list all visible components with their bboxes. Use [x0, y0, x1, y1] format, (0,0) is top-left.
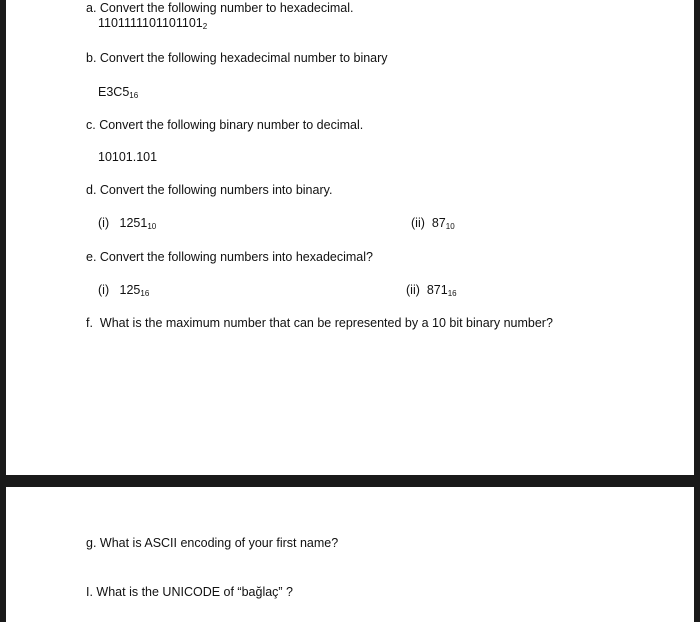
question-a-value: 1101111101101101 — [98, 16, 203, 30]
question-d-item-2-label: (ii) — [411, 216, 425, 230]
question-c-number: 10101.101 — [98, 150, 158, 164]
question-e-text: e. Convert the following numbers into hexadecimal? — [86, 250, 373, 264]
question-d-item-1-base: 10 — [147, 222, 157, 231]
question-d-item-1 — [98, 216, 156, 231]
question-e-item-2-label: (ii) — [406, 283, 420, 297]
question-d-item-2 — [411, 216, 455, 231]
question-d-item-1-value: 1251 — [119, 216, 148, 230]
question-a-base: 2 — [202, 22, 208, 31]
question-h-text: I. What is the UNICODE of “bağlaç” ? — [86, 585, 294, 599]
question-g-text: g. What is ASCII encoding of your first name? — [86, 536, 339, 550]
question-b-number — [98, 85, 138, 100]
question-d-item-1-label: (i) — [98, 216, 110, 230]
question-e-item-2-value: 871 — [426, 283, 448, 297]
question-d-text: d. Convert the following numbers into binary. — [86, 183, 333, 197]
question-d-item-2-base: 10 — [445, 222, 455, 231]
worksheet-page-bottom — [6, 487, 694, 622]
question-e-item-1-base: 16 — [140, 289, 150, 298]
worksheet-page-top — [6, 0, 694, 475]
question-e-item-2-base: 16 — [447, 289, 457, 298]
question-e-item-1-value: 125 — [119, 283, 141, 297]
question-a-text: a. Convert the following number to hexadecimal. — [86, 1, 354, 15]
question-e-item-2 — [406, 283, 457, 298]
question-b-value: E3C5 — [98, 85, 130, 99]
question-b-base: 16 — [129, 91, 139, 100]
question-f-text: f. What is the maximum number that can be represented by a 10 bit binary number? — [86, 316, 553, 330]
question-e-item-1 — [98, 283, 149, 298]
question-a-number — [98, 16, 207, 31]
question-c-text: c. Convert the following binary number to decimal. — [86, 118, 364, 132]
question-e-item-1-label: (i) — [98, 283, 110, 297]
question-b-text: b. Convert the following hexadecimal number to binary — [86, 51, 388, 65]
question-d-item-2-value: 87 — [431, 216, 446, 230]
